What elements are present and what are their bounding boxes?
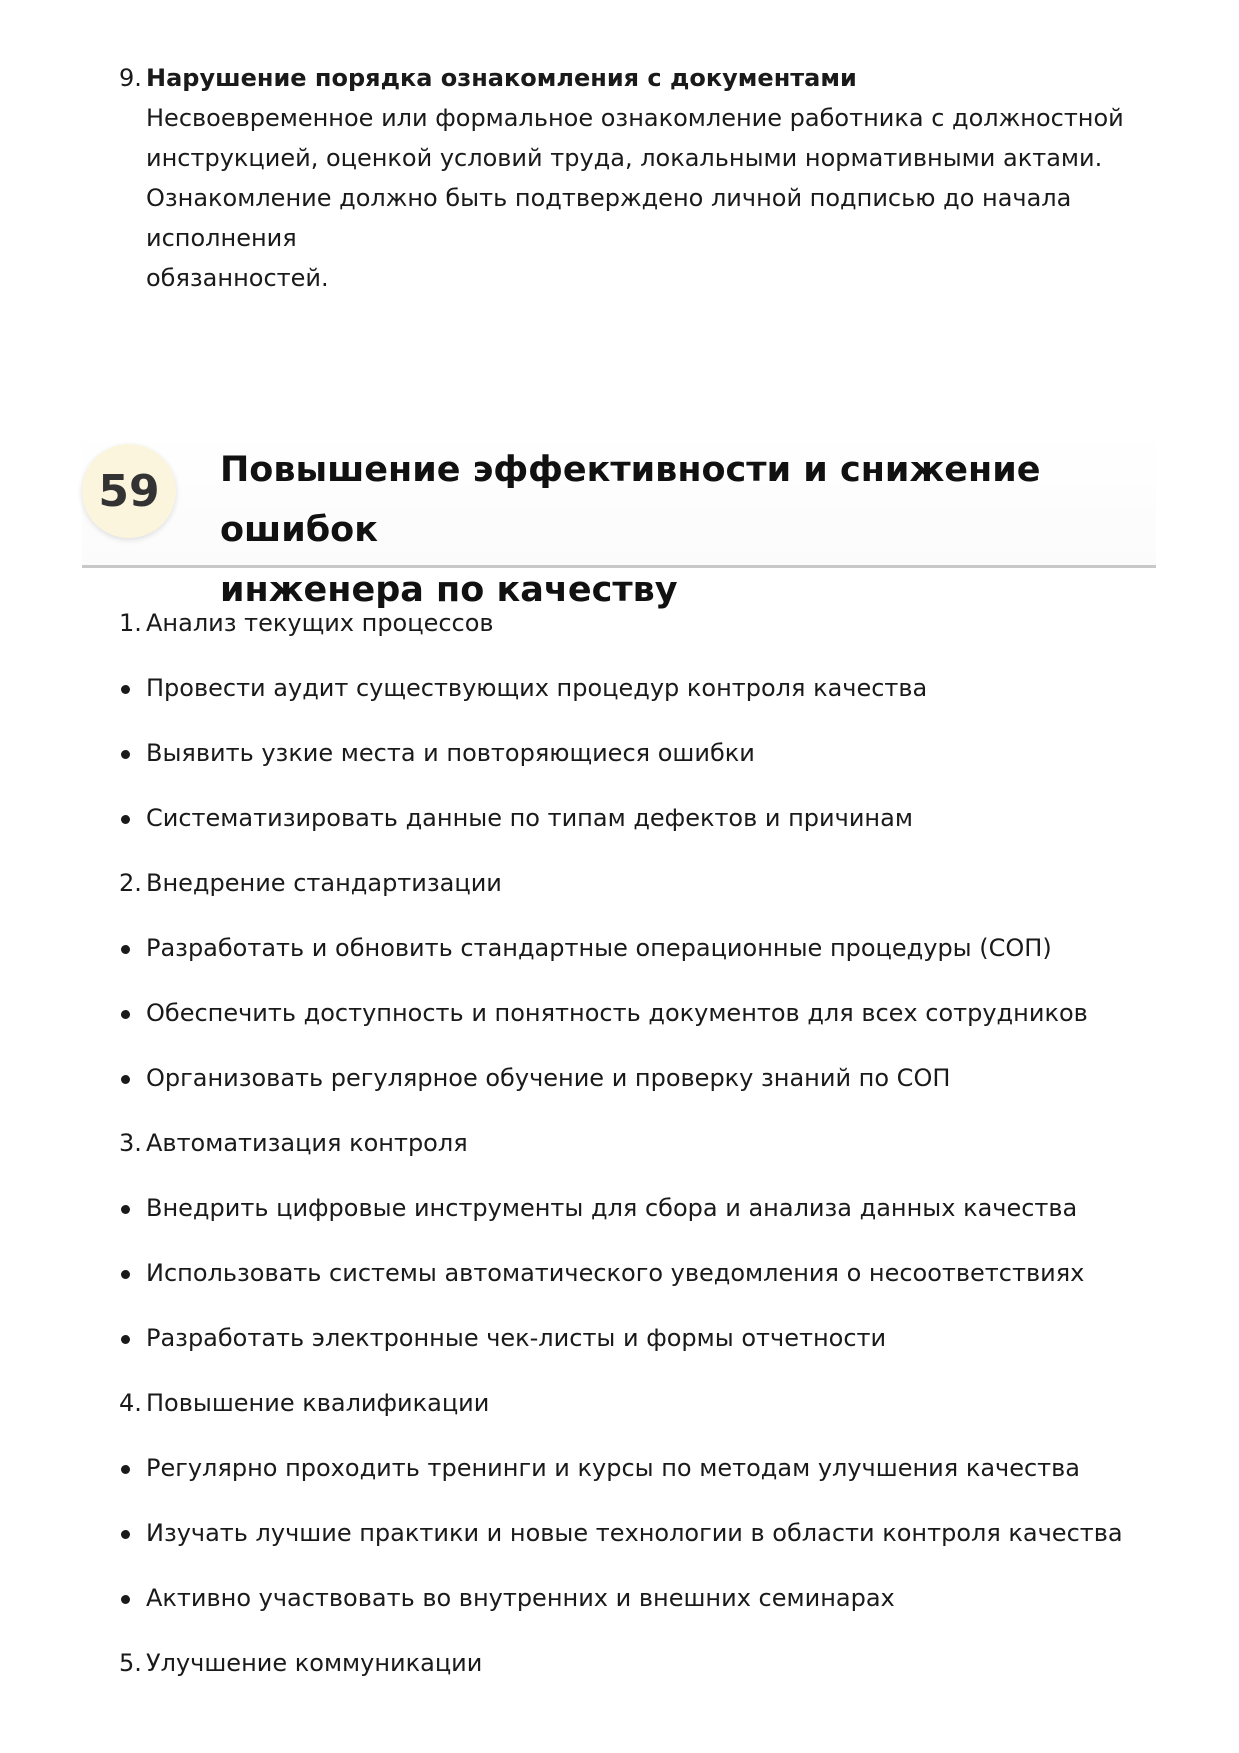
list-number: 4.: [119, 1389, 142, 1417]
list-item-text: Обеспечить доступность и понятность документов для всех сотрудников: [146, 999, 1088, 1027]
list-item-text: Внедрить цифровые инструменты для сбора и анализа данных качества: [146, 1194, 1078, 1222]
bullet-icon: [121, 945, 130, 954]
bullet-icon: [121, 1205, 130, 1214]
paragraph-line: обязанностей.: [146, 264, 329, 292]
list-item-text: Регулярно проходить тренинги и курсы по методам улучшения качества: [146, 1454, 1080, 1482]
list-item-text: Внедрение стандартизации: [146, 869, 502, 897]
list-item-title: Нарушение порядка ознакомления с документами: [146, 64, 857, 92]
list-item-body: [146, 58, 1129, 298]
paragraph-line: инструкцией, оценкой условий труда, локальными нормативными актами.: [146, 144, 1103, 172]
list-item-text: Провести аудит существующих процедур контроля качества: [146, 674, 928, 702]
bullet-icon: [121, 1530, 130, 1539]
numbered-list-item: [119, 1385, 1129, 1450]
bullet-list-item: [119, 1190, 1129, 1255]
section-title-line: инженера по качеству: [220, 570, 678, 610]
bullet-list-item: [119, 1580, 1129, 1645]
list-item-text: Использовать системы автоматического уведомления о несоответствиях: [146, 1259, 1085, 1287]
numbered-list-item: [119, 1645, 1129, 1710]
previous-list-item: [119, 58, 1129, 298]
bullet-icon: [121, 815, 130, 824]
paragraph-line: Несвоевременное или формальное ознакомление работника с должностной: [146, 104, 1124, 132]
list-number: 3.: [119, 1129, 142, 1157]
section-header: [82, 430, 1156, 610]
bullet-list-item: [119, 1255, 1129, 1320]
bullet-list-item: [119, 670, 1129, 735]
list-item-text: Организовать регулярное обучение и проверку знаний по СОП: [146, 1064, 951, 1092]
list-item-text: Систематизировать данные по типам дефектов и причинам: [146, 804, 913, 832]
bullet-list-item: [119, 930, 1129, 995]
bullet-list-item: [119, 800, 1129, 865]
bullet-icon: [121, 1075, 130, 1084]
content-list: [119, 605, 1129, 1710]
bullet-icon: [121, 1270, 130, 1279]
list-item-text: Активно участвовать во внутренних и внешних семинарах: [146, 1584, 895, 1612]
bullet-list-item: [119, 1320, 1129, 1385]
list-item-text: Выявить узкие места и повторяющиеся ошибки: [146, 739, 755, 767]
bullet-list-item: [119, 1450, 1129, 1515]
list-item-text: Разработать электронные чек-листы и формы отчетности: [146, 1324, 887, 1352]
numbered-list-item: [119, 1125, 1129, 1190]
list-item-text: Изучать лучшие практики и новые технологии в области контроля качества: [146, 1519, 1123, 1547]
numbered-list-item: [119, 605, 1129, 670]
paragraph-line: Ознакомление должно быть подтверждено личной подписью до начала исполнения: [146, 184, 1072, 252]
bullet-icon: [121, 1010, 130, 1019]
list-item-text: Анализ текущих процессов: [146, 609, 494, 637]
section-title: [220, 440, 1150, 620]
bullet-icon: [121, 685, 130, 694]
bullet-list-item: [119, 1060, 1129, 1125]
numbered-list-item: [119, 865, 1129, 930]
section-number-badge: 59: [82, 444, 176, 538]
list-number: 2.: [119, 869, 142, 897]
bullet-list-item: [119, 1515, 1129, 1580]
bullet-icon: [121, 1465, 130, 1474]
list-number: 9.: [119, 64, 142, 92]
list-item-text: Повышение квалификации: [146, 1389, 490, 1417]
section-title-line: Повышение эффективности и снижение ошибок: [220, 450, 1041, 550]
list-number: 5.: [119, 1649, 142, 1677]
list-item-text: Разработать и обновить стандартные операционные процедуры (СОП): [146, 934, 1052, 962]
bullet-icon: [121, 750, 130, 759]
bullet-list-item: [119, 995, 1129, 1060]
list-number: 1.: [119, 609, 142, 637]
bullet-icon: [121, 1335, 130, 1344]
list-item-text: Улучшение коммуникации: [146, 1649, 483, 1677]
list-item-text: Автоматизация контроля: [146, 1129, 468, 1157]
bullet-icon: [121, 1595, 130, 1604]
bullet-list-item: [119, 735, 1129, 800]
